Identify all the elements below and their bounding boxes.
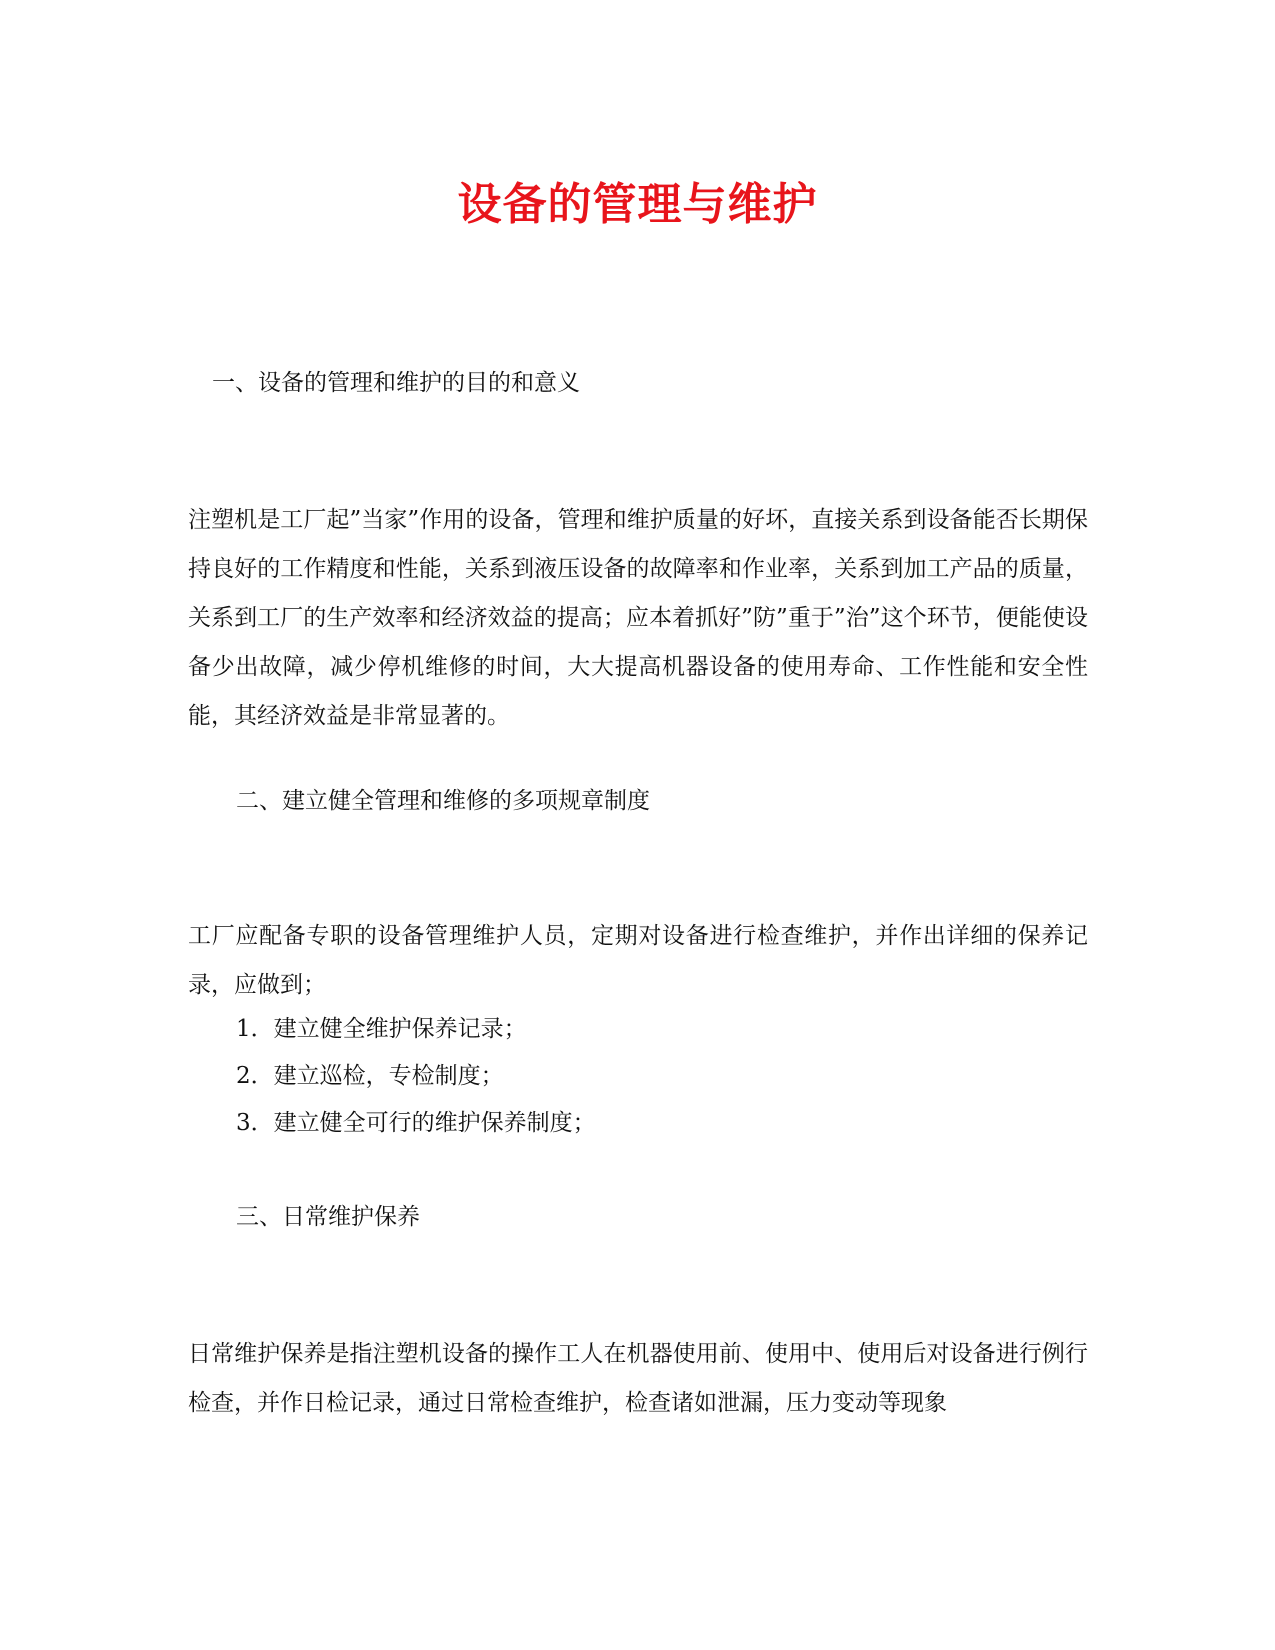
list-item-3: 3．建立健全可行的维护保养制度； [236, 1110, 596, 1136]
list-item-2: 2．建立巡检，专检制度； [236, 1063, 504, 1089]
section-paragraph-2: 工厂应配备专职的设备管理维护人员，定期对设备进行检查维护，并作出详细的保养记录，应做到； [188, 923, 1088, 998]
list-item-1: 1．建立健全维护保养记录； [236, 1016, 527, 1042]
section-paragraph-3: 日常维护保养是指注塑机设备的操作工人在机器使用前、使用中、使用后对设备进行例行检查，并作日检记录，通过日常检查维护，检查诸如泄漏，压力变动等现象 [188, 1341, 1088, 1416]
section-heading-3: 三、日常维护保养 [236, 1204, 420, 1230]
document-title: 设备的管理与维护 [457, 179, 818, 230]
section-heading-1: 一、设备的管理和维护的目的和意义 [212, 370, 580, 396]
section-heading-2: 二、建立健全管理和维修的多项规章制度 [236, 788, 650, 814]
section-paragraph-1: 注塑机是工厂起”当家”作用的设备，管理和维护质量的好坏，直接关系到设备能否长期保持良好的工作精度和性能，关系到液压设备的故障率和作业率，关系到加工产品的质量，关系到工厂的生产效率和经济效益的提高；应本着抓好”防”重于”治”这个环节，便能使设备少出故障，减少停机维修的时间，大大提高机器设备的使用寿命、工作性能和安全性能，其经济效益是非常显著的。 [188, 507, 1088, 729]
